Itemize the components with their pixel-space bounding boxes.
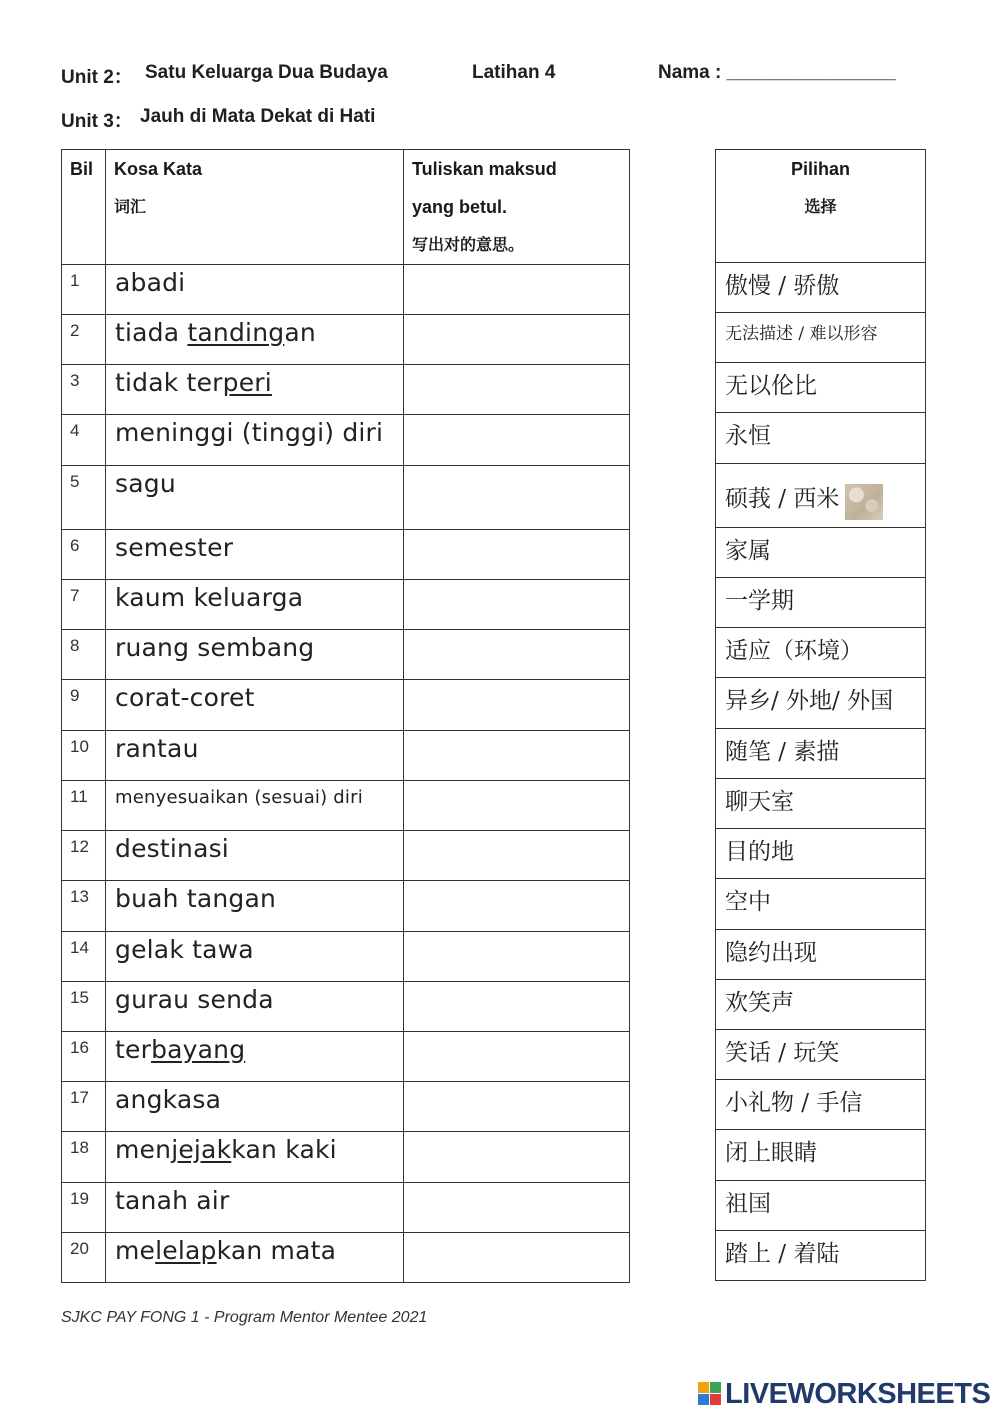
- vocabulary-table-header: [62, 150, 630, 265]
- unit3-label: Unit 3：: [61, 111, 133, 132]
- vocabulary-word: melelapkan mata: [106, 1233, 404, 1283]
- option-row: [716, 980, 926, 1030]
- answer-cell[interactable]: [404, 1082, 630, 1132]
- answer-cell[interactable]: [404, 881, 630, 932]
- option-row: [716, 678, 926, 729]
- options-table: [715, 149, 926, 1281]
- answer-cell[interactable]: [404, 630, 630, 680]
- meaning-header: Tuliskan maksud yang betul. 写出对的意思。: [404, 150, 630, 265]
- table-row: [62, 265, 630, 315]
- option-item[interactable]: 空中: [716, 879, 926, 930]
- row-number: 4: [62, 415, 106, 466]
- option-item[interactable]: 隐约出现: [716, 930, 926, 980]
- table-row: [62, 466, 630, 530]
- answer-input[interactable]: [404, 367, 633, 384]
- option-item[interactable]: 家属: [716, 528, 926, 578]
- answer-input[interactable]: [404, 582, 633, 599]
- row-number: 19: [62, 1183, 106, 1233]
- answer-cell[interactable]: [404, 1032, 630, 1082]
- vocabulary-word: kaum keluarga: [106, 580, 404, 630]
- option-row: [716, 1030, 926, 1080]
- answer-input[interactable]: [404, 833, 633, 850]
- option-row: [716, 578, 926, 628]
- table-row: [62, 530, 630, 580]
- option-row: [716, 313, 926, 363]
- liveworksheets-logo-icon: [698, 1382, 722, 1406]
- option-item[interactable]: 目的地: [716, 829, 926, 879]
- answer-input[interactable]: [404, 1084, 633, 1101]
- answer-cell[interactable]: [404, 530, 630, 580]
- answer-cell[interactable]: [404, 831, 630, 881]
- vocabulary-word: destinasi: [106, 831, 404, 881]
- vocabulary-word: corat-coret: [106, 680, 404, 731]
- vocabulary-word: rantau: [106, 731, 404, 781]
- option-item[interactable]: 祖国: [716, 1181, 926, 1231]
- answer-cell[interactable]: [404, 580, 630, 630]
- bil-header: Bil: [62, 150, 106, 265]
- row-number: 8: [62, 630, 106, 680]
- answer-input[interactable]: [404, 984, 633, 1001]
- option-row: [716, 829, 926, 879]
- table-row: [62, 731, 630, 781]
- row-number: 6: [62, 530, 106, 580]
- vocabulary-word: meninggi (tinggi) diri: [106, 415, 404, 466]
- vocabulary-word: buah tangan: [106, 881, 404, 932]
- answer-cell[interactable]: [404, 415, 630, 466]
- vocabulary-word: menyesuaikan (sesuai) diri: [106, 781, 404, 831]
- answer-input[interactable]: [404, 267, 633, 284]
- row-number: 20: [62, 1233, 106, 1283]
- kosa-kata-header: Kosa Kata 词汇: [106, 150, 404, 265]
- table-row: [62, 680, 630, 731]
- exercise-label: Latihan 4: [472, 62, 556, 83]
- vocabulary-word: tidak terperi: [106, 365, 404, 415]
- row-number: 13: [62, 881, 106, 932]
- option-item[interactable]: 一学期: [716, 578, 926, 628]
- answer-input[interactable]: [404, 883, 633, 900]
- answer-input[interactable]: [404, 934, 633, 951]
- vocabulary-word: abadi: [106, 265, 404, 315]
- answer-input[interactable]: [404, 783, 633, 800]
- unit3-title: Jauh di Mata Dekat di Hati: [140, 106, 376, 127]
- unit2-title: Satu Keluarga Dua Budaya: [145, 62, 388, 83]
- row-number: 11: [62, 781, 106, 831]
- vocabulary-word: tiada tandingan: [106, 315, 404, 365]
- row-number: 3: [62, 365, 106, 415]
- vocabulary-word: semester: [106, 530, 404, 580]
- table-row: [62, 982, 630, 1032]
- answer-input[interactable]: [404, 733, 633, 750]
- option-row: [716, 930, 926, 980]
- answer-input[interactable]: [404, 1185, 633, 1202]
- option-item[interactable]: 闭上眼睛: [716, 1130, 926, 1181]
- option-item[interactable]: 随笔 / 素描: [716, 729, 926, 779]
- answer-cell[interactable]: [404, 932, 630, 982]
- row-number: 9: [62, 680, 106, 731]
- answer-cell[interactable]: [404, 365, 630, 415]
- row-number: 7: [62, 580, 106, 630]
- vocabulary-word: ruang sembang: [106, 630, 404, 680]
- answer-input[interactable]: [404, 468, 633, 485]
- table-row: [62, 1032, 630, 1082]
- option-item[interactable]: 异乡/ 外地/ 外国: [716, 678, 926, 729]
- vocabulary-table: [61, 149, 630, 1283]
- table-row: [62, 630, 630, 680]
- option-row: [716, 1130, 926, 1181]
- answer-cell[interactable]: [404, 466, 630, 530]
- option-row: [716, 1231, 926, 1281]
- row-number: 5: [62, 466, 106, 530]
- option-row: [716, 779, 926, 829]
- option-item[interactable]: 踏上 / 着陆: [716, 1231, 926, 1281]
- vocabulary-word: tanah air: [106, 1183, 404, 1233]
- option-row: [716, 413, 926, 464]
- unit2-label: Unit 2：: [61, 67, 133, 88]
- row-number: 10: [62, 731, 106, 781]
- options-table-header: [716, 150, 926, 263]
- table-row: [62, 580, 630, 630]
- vocabulary-word: gelak tawa: [106, 932, 404, 982]
- option-item[interactable]: 无法描述 / 难以形容: [716, 313, 926, 363]
- vocabulary-word: menjejakkan kaki: [106, 1132, 404, 1183]
- answer-input[interactable]: [404, 632, 633, 649]
- liveworksheets-logo-text: LIVEWORKSHEETS: [725, 1378, 991, 1410]
- answer-cell[interactable]: [404, 1132, 630, 1183]
- option-row: [716, 879, 926, 930]
- vocabulary-word: sagu: [106, 466, 404, 530]
- option-item[interactable]: 适应（环境）: [716, 628, 926, 678]
- answer-input[interactable]: [404, 1235, 633, 1252]
- answer-cell[interactable]: [404, 1233, 630, 1283]
- table-row: [62, 365, 630, 415]
- option-item[interactable]: 傲慢 / 骄傲: [716, 263, 926, 313]
- row-number: 17: [62, 1082, 106, 1132]
- row-number: 14: [62, 932, 106, 982]
- table-row: [62, 1082, 630, 1132]
- option-item[interactable]: 笑话 / 玩笑: [716, 1030, 926, 1080]
- vocabulary-word: gurau senda: [106, 982, 404, 1032]
- row-number: 1: [62, 265, 106, 315]
- option-row: [716, 528, 926, 578]
- table-row: [62, 932, 630, 982]
- row-number: 16: [62, 1032, 106, 1082]
- answer-input[interactable]: [404, 682, 633, 699]
- name-field-label: Nama : ________________: [658, 62, 896, 83]
- liveworksheets-logo[interactable]: [698, 1378, 990, 1411]
- pilihan-header: Pilihan 选择: [716, 150, 926, 263]
- answer-input[interactable]: [404, 317, 633, 334]
- answer-cell[interactable]: [404, 1183, 630, 1233]
- option-row: [716, 1080, 926, 1130]
- answer-input[interactable]: [404, 417, 633, 434]
- answer-cell[interactable]: [404, 315, 630, 365]
- answer-cell[interactable]: [404, 265, 630, 315]
- row-number: 18: [62, 1132, 106, 1183]
- table-row: [62, 1233, 630, 1283]
- table-row: [62, 1183, 630, 1233]
- sago-picture: [845, 484, 883, 520]
- option-item[interactable]: 聊天室: [716, 779, 926, 829]
- row-number: 12: [62, 831, 106, 881]
- option-item[interactable]: 永恒: [716, 413, 926, 464]
- table-row: [62, 781, 630, 831]
- option-item[interactable]: 无以伦比: [716, 363, 926, 413]
- row-number: 15: [62, 982, 106, 1032]
- option-item[interactable]: 硕莪 / 西米: [716, 464, 926, 528]
- answer-cell[interactable]: [404, 731, 630, 781]
- row-number: 2: [62, 315, 106, 365]
- option-item[interactable]: 欢笑声: [716, 980, 926, 1030]
- table-row: [62, 315, 630, 365]
- answer-cell[interactable]: [404, 982, 630, 1032]
- answer-input[interactable]: [404, 1034, 633, 1051]
- answer-cell[interactable]: [404, 781, 630, 831]
- answer-cell[interactable]: [404, 680, 630, 731]
- vocabulary-word: angkasa: [106, 1082, 404, 1132]
- answer-input[interactable]: [404, 532, 633, 549]
- option-row: [716, 363, 926, 413]
- option-row: [716, 464, 926, 528]
- table-row: [62, 1132, 630, 1183]
- option-row: [716, 263, 926, 313]
- table-row: [62, 881, 630, 932]
- table-row: [62, 415, 630, 466]
- option-row: [716, 729, 926, 779]
- footer-credit: SJKC PAY FONG 1 - Program Mentor Mentee 2021: [61, 1309, 428, 1326]
- option-row: [716, 628, 926, 678]
- vocabulary-word: terbayang: [106, 1032, 404, 1082]
- table-row: [62, 831, 630, 881]
- option-row: [716, 1181, 926, 1231]
- answer-input[interactable]: [404, 1134, 633, 1151]
- option-item[interactable]: 小礼物 / 手信: [716, 1080, 926, 1130]
